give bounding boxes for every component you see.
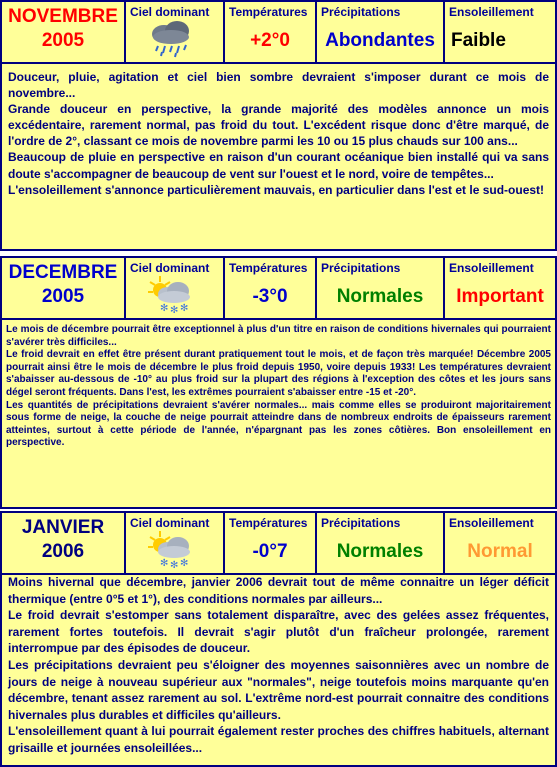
paragraph: Les précipitations devraient peu s'éloigner des moyennes saisonnières avec un nombre de jours de neige à nouveau supérieur aux "normales", neige toutefois moins marquante qu'en décembre, tenant assez rarement au sol. L'extrême nord-est pourrait connaitre des conditions hivernales plus durables et difficiles qu'ailleurs. <box>8 657 549 722</box>
sunshine-value: Faible <box>451 30 506 51</box>
forecast-block-janvier <box>0 511 557 767</box>
forecast-text <box>2 324 555 450</box>
svg-text:✻: ✻ <box>170 560 179 569</box>
month-name: JANVIER <box>21 517 105 538</box>
sunshine-value: Normal <box>467 541 533 562</box>
svg-text:✻: ✻ <box>170 305 179 314</box>
month-title <box>2 513 124 573</box>
paragraph: Le mois de décembre pourrait être exceptionnel à plus d'un titre en raison de conditions hivernales qui pourraient s'avérer très difficiles... <box>6 324 551 348</box>
header-divider <box>2 318 555 320</box>
temperature-value: +2°0 <box>250 30 290 51</box>
sky-label: Ciel dominant <box>130 516 210 530</box>
forecast-block-novembre <box>0 0 557 251</box>
forecast-text <box>2 69 555 198</box>
svg-text:✻: ✻ <box>180 558 189 569</box>
rain-cloud-icon <box>146 18 196 58</box>
sunshine-value: Important <box>456 286 544 307</box>
forecast-header <box>2 2 555 62</box>
paragraph: Le froid devrait en effet être présent durant pratiquement tout le mois, et de façon très marquée! Décembre 2005 pourrait ainsi être le mois de décembre le plus froid depuis 1950, voire depuis 1933! Les températures devraient s'abaisser au-dessous de -10° au plus froid sur la plupart des régions à l'exception des côtes et les jours sans dégel seront fréquents. Dans l'est, les extrêmes pourraient s'abaisser entre -15 et -20°. <box>6 349 551 398</box>
paragraph: L'ensoleillement s'annonce particulièrement mauvais, en particulier dans l'est et le sud-ouest! <box>8 182 545 197</box>
header-divider <box>2 62 555 64</box>
forecast-header <box>2 513 555 573</box>
sunshine-label: Ensoleillement <box>449 516 534 530</box>
precipitation-value: Abondantes <box>325 30 435 51</box>
temperature-value: -0°7 <box>252 541 288 562</box>
temperature-label: Températures <box>229 261 308 275</box>
paragraph: Beaucoup de pluie en perspective en raison d'un courant océanique bien installé qui va sans doute s'accompagner de beaucoup de vent sur l'ouest et le nord, voire de tempêtes... <box>8 150 549 181</box>
paragraph: Le froid devrait s'estomper sans totalement disparaître, avec des gelées assez fréquentes, rarement fortes toutefois. Il devrait s'agir plutôt d'un fraîcheur prolongée, rarement interrompue par des épisodes de douceur. <box>8 608 549 656</box>
sky-label: Ciel dominant <box>130 261 210 275</box>
forecast-block-decembre <box>0 256 557 509</box>
snow-sun-cloud-icon <box>146 529 196 569</box>
sunshine-label: Ensoleillement <box>449 5 534 19</box>
temperature-label: Températures <box>229 516 308 530</box>
precipitation-value: Normales <box>336 286 424 307</box>
forecast-header <box>2 258 555 318</box>
sky-label: Ciel dominant <box>130 5 210 19</box>
svg-text:✻: ✻ <box>160 303 169 314</box>
precipitation-value: Normales <box>336 541 424 562</box>
paragraph: Moins hivernal que décembre, janvier 2006 devrait tout de même connaitre un léger déficit thermique (entre 0°5 et 1°), des conditions normales par ailleurs... <box>8 575 549 606</box>
temperature-value: -3°0 <box>252 286 288 307</box>
month-name: DECEMBRE <box>8 262 118 283</box>
month-year: 2005 <box>41 286 85 307</box>
precipitation-label: Précipitations <box>321 5 401 19</box>
svg-text:✻: ✻ <box>180 303 189 314</box>
precipitation-label: Précipitations <box>321 516 401 530</box>
paragraph: L'ensoleillement quant à lui pourrait également rester proches des chiffres habituels, alternant grisaille et journées ensoleillées... <box>8 724 549 755</box>
forecast-text <box>2 574 555 757</box>
snow-sun-cloud-icon <box>146 274 196 314</box>
precipitation-label: Précipitations <box>321 261 401 275</box>
paragraph: Douceur, pluie, agitation et ciel bien sombre devraient s'imposer durant ce mois de novembre... <box>8 70 549 101</box>
paragraph: Grande douceur en perspective, la grande majorité des modèles annonce un mois excédentaire, rarement normal, pas froid du tout. L'excédent risque donc d'être marqué, de l'ordre de 2°, classant ce mois de novembre parmi les 10 ou 15 plus chauds sur 100 ans... <box>8 102 549 149</box>
month-name: NOVEMBRE <box>8 6 118 27</box>
month-year: 2006 <box>41 541 85 562</box>
month-title <box>2 258 124 318</box>
svg-text:✻: ✻ <box>160 558 169 569</box>
paragraph: Les quantités de précipitations devraient s'avérer normales... mais comme elles se produiront majoritairement sous forme de neige, la couche de neige pourrait atteindre dans de nombreux endroits de épaisseurs rarement atteintes, surtout à cette période de l'année, n'épargnant pas les zones côtières. Bon ensoleillement en perspective. <box>6 399 551 449</box>
temperature-label: Températures <box>229 5 308 19</box>
month-year: 2005 <box>41 30 85 51</box>
sunshine-label: Ensoleillement <box>449 261 534 275</box>
month-title <box>2 2 124 62</box>
